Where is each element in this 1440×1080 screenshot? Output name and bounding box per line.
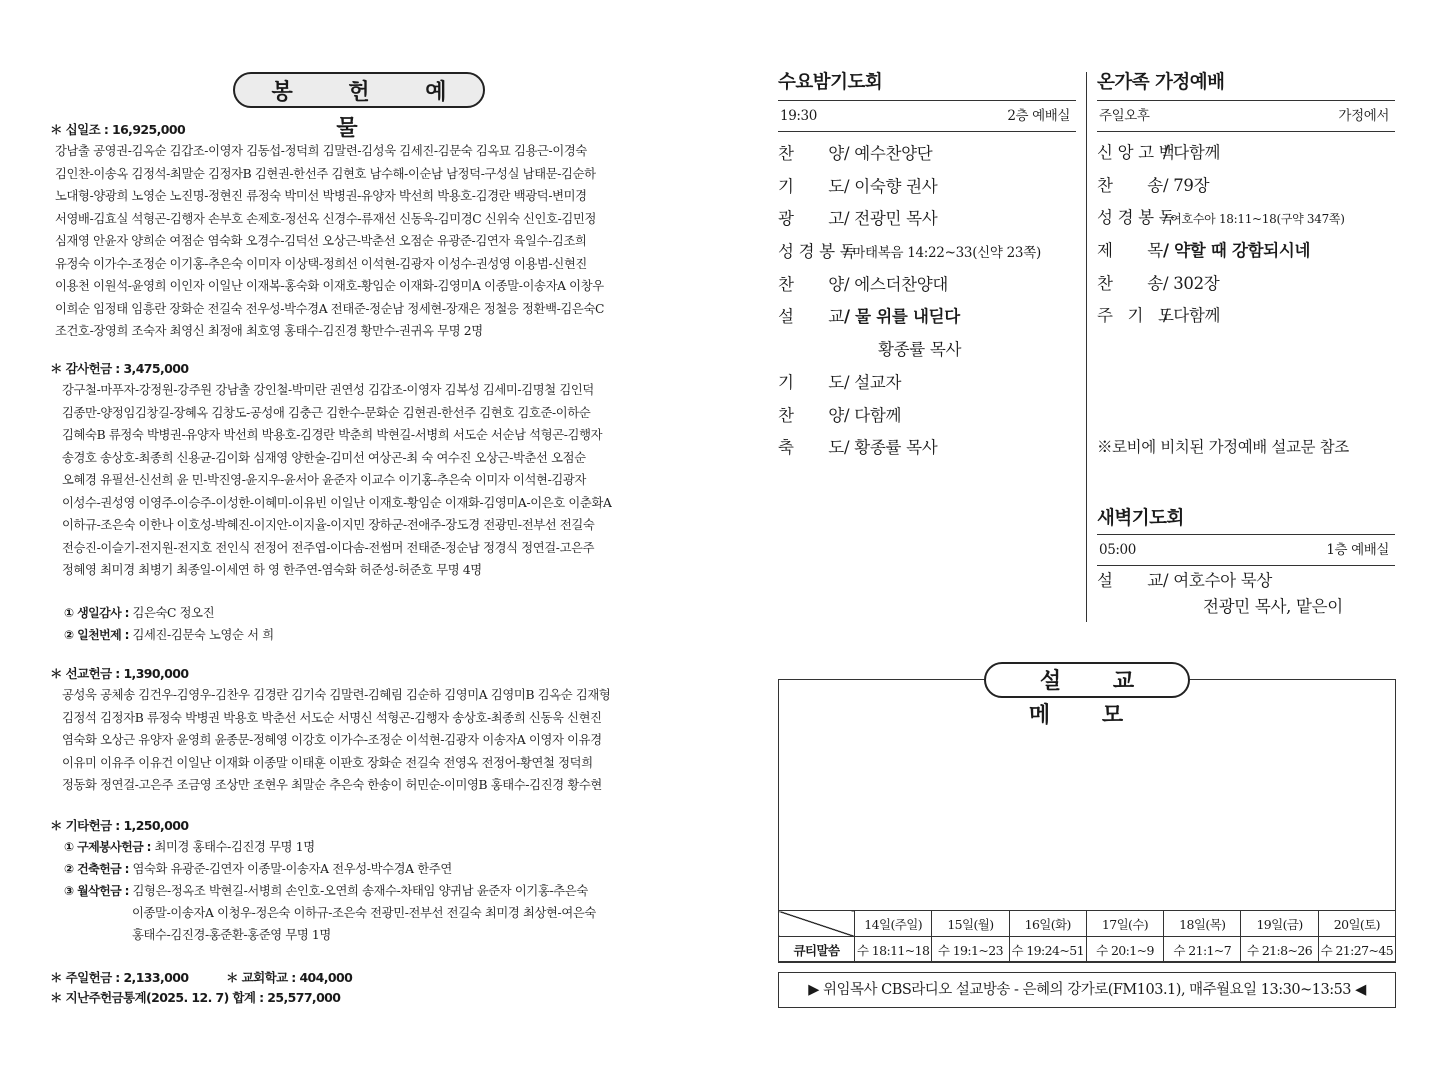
name-line: 공성욱 공체송 김건우-김영우-김찬우 김경란 김기숙 김말련-김혜림 김순하 김영미A 김영미B 김옥순 김재형 (62, 688, 611, 702)
sub-label: ① 생일감사 : (64, 605, 129, 620)
name-line: 송경호 송상호-최종희 신용균-김이화 심재영 양한술-김미선 여상곤-최 숙 여수진 오상근-박춘선 오점순 (62, 450, 586, 465)
order-item (778, 367, 1078, 400)
wednesday-place: 2층 예배실 (1007, 108, 1070, 124)
qt-verse: 수 21:27~45 (1318, 937, 1395, 963)
family-time: 주일오후 (1099, 108, 1150, 124)
order-label: 찬 양 (778, 274, 844, 294)
name-line: 김혜숙B 류정숙 박병권-유양자 박선희 박용호-김경란 박춘희 박현길-서병희 서도순 서순남 석형곤-김행자 (62, 428, 603, 442)
dawn-time: 05:00 (1099, 542, 1136, 558)
order-label: 신 앙 고 백 (1097, 143, 1175, 162)
order-item (1097, 594, 1397, 620)
order-item (1097, 268, 1397, 301)
order-label: 주 기 도 (1097, 306, 1174, 326)
order-value: / 설교자 (844, 372, 902, 392)
wednesday-order (778, 138, 1078, 465)
sub-text: 김형은-정옥조 박현길-서병희 손인호-오연희 송재수-차태임 양귀남 윤준자 이기홍-추은숙 (132, 884, 588, 898)
order-value: / 전광민 목사 (844, 209, 938, 229)
qt-verses-row (779, 937, 1396, 963)
birthday-thanks (50, 602, 662, 624)
family-place: 가정에서 (1338, 108, 1389, 124)
order-label: 축 도 (778, 438, 844, 458)
name-line: 강남출 공영권-김옥순 김갑조-이영자 김동섭-정덕희 김말련-김성욱 김세진-김문숙 김옥묘 김용근-이경숙 (55, 144, 587, 158)
dawn-place: 1층 예배실 (1326, 542, 1389, 558)
order-label: 설 교 (1097, 571, 1163, 590)
other-section (50, 816, 662, 946)
order-item (1097, 300, 1397, 333)
order-item (778, 269, 1078, 302)
order-label: 광 고 (778, 209, 844, 229)
sub-label: ② 일천번제 : (64, 627, 129, 642)
sub-label: ② 건축헌금 : (64, 862, 129, 876)
order-value: 전광민 목사, 맡은이 (1203, 597, 1343, 616)
order-item (1097, 170, 1397, 203)
name-line: 이성수-권성영 이영주-이승주-이성한-이혜미-이유빈 이일난 이재호-황임순 이재화-김영미A-이은호 이춘화A (62, 495, 612, 510)
qt-verse: 수 18:11~18 (855, 937, 932, 963)
order-value: / 예수찬양단 (844, 144, 933, 163)
monthly-offering-cont (50, 924, 662, 946)
order-label: 성 경 봉 독 (1097, 208, 1175, 228)
order-label: 성 경 봉 독 (778, 242, 856, 262)
name-line: 강구철-마푸자-강정원-강주원 강남출 강인철-박미란 권연성 김갑조-이영자 김복성 김세미-김명철 김인덕 (62, 383, 594, 397)
other-heading: ＊ 기타헌금 : 1,250,000 (50, 818, 189, 833)
sub-text: 최미경 홍태수-김진경 무명 1명 (154, 840, 315, 854)
sub-text: 김은숙C 정오진 (132, 605, 215, 620)
order-value: / 79장 (1163, 175, 1210, 195)
qt-day: 18일(목) (1164, 911, 1241, 937)
family-note: ※로비에 비치된 가정예배 설교문 참조 (1097, 438, 1349, 456)
order-item (778, 432, 1078, 465)
qt-day: 14일(주일) (855, 911, 932, 937)
thanks-section (50, 359, 662, 646)
relief-offering (50, 836, 662, 858)
order-value: / 황종률 목사 (844, 438, 938, 458)
memo-title: 설 교 메 모 (984, 662, 1190, 698)
sub-label: ① 구제봉사헌금 : (64, 840, 151, 854)
order-label: 찬 송 (1097, 273, 1163, 293)
name-line: 이희순 임정태 임흥란 장화순 전길숙 전우성-박수경A 전태준-정순남 정세현-장재은 정철응 정환백-김은숙C (55, 301, 605, 316)
qt-day: 17일(수) (1086, 911, 1163, 937)
thanks-names (50, 379, 662, 582)
order-item (1097, 202, 1397, 235)
column-divider (1086, 72, 1087, 622)
tithe-names (50, 140, 662, 343)
tithe-heading: ＊ 십일조 : 16,925,000 (50, 122, 186, 137)
order-value: 황종률 목사 (878, 340, 962, 360)
qt-day: 20일(토) (1318, 911, 1395, 937)
name-line: 노대형-양광희 노영순 노진명-정현진 류정숙 박미선 박병권-유양자 박선희 박용호-김경란 백광덕-변미경 (55, 189, 587, 203)
sub-text: 이종말-이송자A 이청우-정은숙 이하규-조은숙 전광민-전부선 전길숙 최미경 최상현-여은숙 (132, 906, 596, 920)
name-line: 이용천 이원석-윤영희 이인자 이일난 이재복-홍숙화 이재호-황임순 이재화-김영미A 이종말-이송자A 이창우 (55, 279, 604, 293)
name-line: 김인찬-이송옥 김정석-최말순 김정자B 김현권-한선주 김현호 남수해-이순남 남정덕-구성실 남태문-김순하 (55, 166, 596, 181)
sunday-offering: ＊ 주일헌금 : 2,133,000 (50, 970, 189, 985)
name-line: 유정숙 이가수-조정순 이기홍-추은숙 이미자 이상택-정희선 이석현-김광자 이성수-권성영 이용범-신현진 (55, 256, 587, 271)
name-line: 염숙화 오상근 유양자 윤영희 윤종문-정혜영 이강호 이가수-조정순 이석현-김광자 이송자A 이영자 이유경 (62, 733, 602, 747)
qt-table (778, 910, 1396, 963)
family-info (1097, 100, 1395, 132)
qt-verse: 수 20:1~9 (1086, 937, 1163, 963)
sermon-title: / 물 위를 내딛다 (844, 307, 960, 327)
order-item (778, 236, 1078, 269)
order-value: / 다함께 (1163, 306, 1221, 326)
qt-days-row (779, 911, 1396, 937)
dawn-info (1097, 534, 1395, 566)
name-line: 이하규-조은숙 이한나 이호성-박혜진-이지안-이지율-이지민 장하군-전애주-장도경 전광민-전부선 전길숙 (62, 518, 595, 532)
qt-day: 16일(화) (1009, 911, 1086, 937)
wednesday-time: 19:30 (780, 108, 817, 124)
wednesday-info (778, 100, 1076, 132)
order-item (1097, 137, 1397, 170)
name-line: 서영배-김효실 석형곤-김행자 손부호 손제호-정선옥 신경수-류재선 신동욱-김미경C 신위숙 신인호-김민정 (55, 211, 597, 226)
qt-day: 19일(금) (1241, 911, 1318, 937)
order-item (778, 301, 1078, 334)
order-label: 설 교 (778, 307, 844, 327)
sub-text: 김세진-김문숙 노영순 서 희 (132, 627, 274, 642)
offering-title: 봉 헌 예 물 (233, 72, 485, 108)
mission-heading: ＊ 선교헌금 : 1,390,000 (50, 666, 189, 681)
tithe-section (50, 120, 662, 343)
order-label: 기 도 (778, 176, 844, 196)
order-item (1097, 235, 1397, 268)
name-line: 심재영 안윤자 양희순 여점순 염숙화 오경수-김덕선 오상근-박춘선 오점순 유광준-김연자 육일수-김조희 (55, 234, 587, 248)
order-item (778, 203, 1078, 236)
totals (50, 968, 662, 1008)
order-value: / 다함께 (1163, 143, 1221, 162)
order-value: / 이숙향 권사 (844, 176, 938, 196)
building-offering (50, 858, 662, 880)
name-line: 정동화 정연걸-고은주 조금영 조상만 조현우 최말순 추은숙 한송이 허민순-이미영B 홍태수-김진경 황수현 (62, 778, 602, 792)
order-value: / 에스더찬양대 (844, 274, 949, 294)
mission-section (50, 664, 662, 797)
name-line: 이유미 이유주 이유건 이일난 이재화 이종말 이태훈 이판호 장화순 전길숙 전영옥 전정어-황연철 정덕희 (62, 755, 593, 770)
family-order (1097, 137, 1397, 333)
order-label: 제 목 (1097, 241, 1163, 261)
radio-broadcast-banner: ▶ 위임목사 CBS라디오 설교방송 - 은혜의 강가로(FM103.1), 매주월요일 13:30~13:53 ◀ (778, 972, 1396, 1008)
monthly-offering (50, 880, 662, 902)
thousand-offering (50, 624, 662, 646)
sub-label: ③ 월삭헌금 : (64, 884, 129, 898)
dawn-title: 새벽기도회 (1097, 508, 1184, 529)
qt-verse: 수 19:24~51 (1009, 937, 1086, 963)
family-sermon-title: / 약할 때 강함되시네 (1163, 241, 1311, 261)
thanks-heading: ＊ 감사헌금 : 3,475,000 (50, 361, 189, 376)
order-value: / 302장 (1163, 273, 1220, 293)
monthly-offering-cont (50, 902, 662, 924)
order-item (778, 334, 1078, 367)
qt-verse: 수 19:1~23 (932, 937, 1009, 963)
last-week-total: ＊ 지난주헌금통계(2025. 12. 7) 합계 : 25,577,000 (50, 990, 341, 1005)
name-line: 오혜경 유필선-신선희 윤 민-박진영-윤지우-윤서아 윤준자 이교수 이기홍-추은숙 이미자 이석현-김광자 (62, 473, 586, 487)
name-line: 조건호-장영희 조숙자 최영신 최정애 최호영 홍태수-김진경 황만수-권귀옥 무명 2명 (55, 324, 483, 338)
order-value: / 여호수아 18:11~18(구약 347쪽) (1163, 212, 1345, 227)
order-value: / 여호수아 묵상 (1163, 571, 1272, 590)
wednesday-title: 수요밤기도회 (778, 72, 883, 93)
order-label: 찬 송 (1097, 175, 1163, 195)
sub-text: 염숙화 유광준-김연자 이종말-이송자A 전우성-박수경A 한주연 (132, 862, 452, 876)
qt-verse: 수 21:1~7 (1164, 937, 1241, 963)
dawn-order (1097, 568, 1397, 620)
order-item (778, 400, 1078, 433)
order-item (1097, 568, 1397, 594)
church-school-offering: ＊ 교회학교 : 404,000 (226, 970, 353, 985)
order-item (778, 138, 1078, 171)
family-title: 온가족 가정예배 (1097, 72, 1225, 93)
qt-verse: 수 21:8~26 (1241, 937, 1318, 963)
order-item (778, 171, 1078, 204)
name-line: 김종만-양정임김창길-장혜옥 김창도-공성애 김충근 김한수-문화순 김현권-한선주 김현호 김호준-이하순 (62, 405, 591, 420)
name-line: 전승진-이슬기-전지원-전지호 전인식 전정어 전주엽-이다솜-전썸머 전태준-정순남 정경식 정연걸-고은주 (62, 540, 595, 555)
order-label: 찬 양 (778, 144, 844, 163)
qt-day: 15일(월) (932, 911, 1009, 937)
name-line: 정혜영 최미경 최병기 최종일-이세연 하 영 한주연-염숙화 허준성-허준호 무명 4명 (62, 563, 482, 577)
qt-corner-cell (779, 911, 855, 937)
order-value: / 마태복음 14:22~33(신약 23쪽) (844, 245, 1041, 262)
order-value: / 다함께 (844, 405, 902, 425)
order-label: 찬 양 (778, 405, 844, 425)
sub-text: 홍태수-김진경-홍준환-홍준영 무명 1명 (132, 928, 331, 942)
mission-names (50, 684, 662, 797)
name-line: 김정석 김정자B 류정숙 박병권 박용호 박춘선 서도순 서명신 석형곤-김행자 송상호-최종희 신동욱 신현진 (62, 710, 602, 725)
order-label: 기 도 (778, 372, 844, 392)
qt-label: 큐티말씀 (779, 937, 855, 963)
